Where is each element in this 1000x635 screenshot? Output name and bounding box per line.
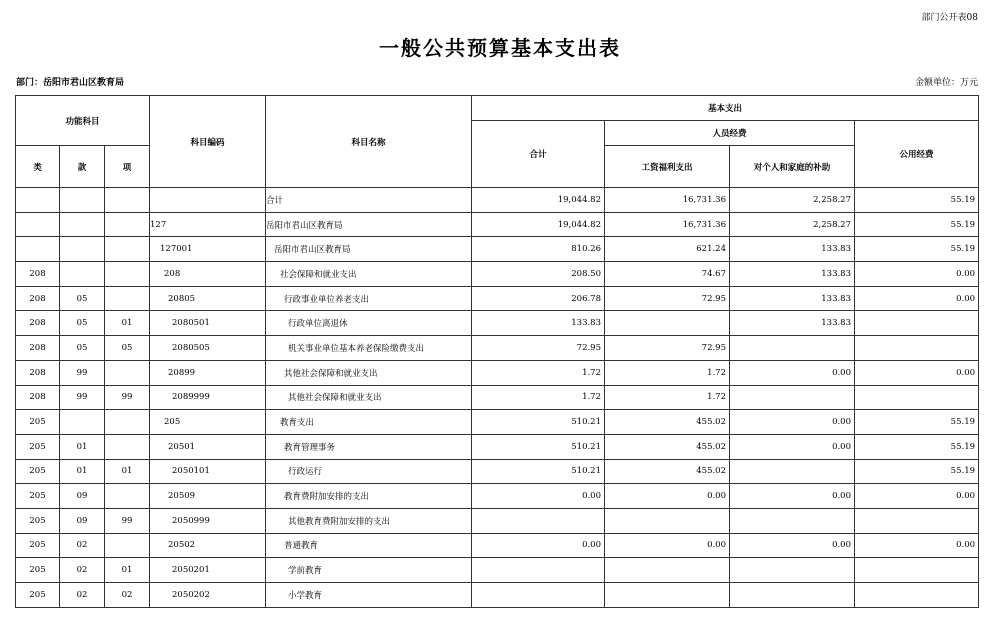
cell-xiang: 99	[105, 508, 150, 533]
table-row	[16, 459, 979, 484]
cell-subject-code: 2050101	[150, 459, 266, 484]
cell-xiang: 02	[105, 583, 150, 608]
cell-total: 19,044.82	[472, 188, 605, 213]
table-row	[16, 533, 979, 558]
cell-lei: 208	[16, 360, 60, 385]
cell-lei: 205	[16, 508, 60, 533]
cell-total: 1.72	[472, 360, 605, 385]
cell-wages: 1.72	[605, 360, 730, 385]
cell-subject-name: 其他社会保障和就业支出	[266, 385, 472, 410]
cell-total: 0.00	[472, 484, 605, 509]
cell-total	[472, 558, 605, 583]
cell-subsidies: 0.00	[730, 484, 855, 509]
header-total: 合计	[472, 121, 605, 188]
cell-subsidies	[730, 508, 855, 533]
cell-subject-name: 机关事业单位基本养老保险缴费支出	[266, 336, 472, 361]
cell-subject-code: 2080505	[150, 336, 266, 361]
table-row	[16, 336, 979, 361]
cell-lei: 205	[16, 558, 60, 583]
cell-kuan: 02	[60, 583, 105, 608]
cell-public: 0.00	[855, 262, 979, 287]
page-title: 一般公共预算基本支出表	[379, 36, 621, 60]
cell-public	[855, 385, 979, 410]
cell-public	[855, 311, 979, 336]
cell-subject-name: 普通教育	[266, 533, 472, 558]
cell-wages	[605, 558, 730, 583]
table-row	[16, 262, 979, 287]
table-row	[16, 434, 979, 459]
cell-total: 1.72	[472, 385, 605, 410]
cell-subsidies: 0.00	[730, 410, 855, 435]
cell-kuan: 09	[60, 508, 105, 533]
table-row	[16, 558, 979, 583]
cell-kuan: 02	[60, 558, 105, 583]
cell-kuan: 01	[60, 434, 105, 459]
cell-subject-name: 行政事业单位养老支出	[266, 286, 472, 311]
cell-public: 0.00	[855, 360, 979, 385]
cell-subject-code: 20805	[150, 286, 266, 311]
cell-kuan: 02	[60, 533, 105, 558]
cell-lei: 208	[16, 262, 60, 287]
cell-lei: 205	[16, 484, 60, 509]
cell-total: 510.21	[472, 434, 605, 459]
table-row	[16, 311, 979, 336]
cell-lei: 205	[16, 459, 60, 484]
cell-kuan	[60, 237, 105, 262]
cell-lei	[16, 237, 60, 262]
cell-subsidies	[730, 336, 855, 361]
cell-wages: 455.02	[605, 459, 730, 484]
cell-subject-code	[150, 188, 266, 213]
cell-subject-code: 20501	[150, 434, 266, 459]
cell-xiang: 01	[105, 311, 150, 336]
cell-subject-name: 行政运行	[266, 459, 472, 484]
cell-total	[472, 583, 605, 608]
cell-public	[855, 508, 979, 533]
header-public: 公用经费	[855, 121, 979, 188]
cell-lei: 208	[16, 336, 60, 361]
cell-subject-name: 其他教育费附加安排的支出	[266, 508, 472, 533]
cell-wages: 16,731.36	[605, 188, 730, 213]
cell-lei: 208	[16, 286, 60, 311]
cell-subject-code: 20502	[150, 533, 266, 558]
cell-public: 55.19	[855, 434, 979, 459]
cell-total: 72.95	[472, 336, 605, 361]
cell-wages	[605, 583, 730, 608]
cell-subject-name: 教育管理事务	[266, 434, 472, 459]
cell-public: 55.19	[855, 459, 979, 484]
header-personnel: 人员经费	[605, 121, 855, 146]
cell-lei: 205	[16, 434, 60, 459]
cell-lei: 205	[16, 583, 60, 608]
table-row	[16, 484, 979, 509]
cell-subsidies	[730, 558, 855, 583]
header-subject-name: 科目名称	[266, 96, 472, 188]
table-row	[16, 286, 979, 311]
header-subsidies: 对个人和家庭的补助	[730, 146, 855, 188]
cell-xiang	[105, 237, 150, 262]
header-basic-expenditure: 基本支出	[472, 96, 979, 121]
cell-xiang: 05	[105, 336, 150, 361]
cell-wages: 1.72	[605, 385, 730, 410]
cell-subject-code: 208	[150, 262, 266, 287]
cell-xiang	[105, 212, 150, 237]
cell-subject-name: 小学教育	[266, 583, 472, 608]
cell-lei	[16, 188, 60, 213]
cell-kuan: 05	[60, 311, 105, 336]
cell-xiang	[105, 188, 150, 213]
cell-xiang: 01	[105, 459, 150, 484]
cell-public: 0.00	[855, 484, 979, 509]
cell-kuan	[60, 410, 105, 435]
cell-public	[855, 336, 979, 361]
cell-subsidies: 0.00	[730, 434, 855, 459]
cell-subsidies: 2,258.27	[730, 188, 855, 213]
cell-public: 55.19	[855, 212, 979, 237]
cell-wages: 621.24	[605, 237, 730, 262]
cell-xiang	[105, 262, 150, 287]
cell-subject-name: 其他社会保障和就业支出	[266, 360, 472, 385]
table-row	[16, 508, 979, 533]
cell-subject-code: 2080501	[150, 311, 266, 336]
table-row	[16, 385, 979, 410]
cell-total: 208.50	[472, 262, 605, 287]
cell-xiang: 01	[105, 558, 150, 583]
cell-public: 55.19	[855, 410, 979, 435]
cell-subsidies: 133.83	[730, 286, 855, 311]
cell-kuan: 09	[60, 484, 105, 509]
cell-subject-code: 2050201	[150, 558, 266, 583]
cell-subject-code: 2050202	[150, 583, 266, 608]
cell-xiang	[105, 484, 150, 509]
header-xiang: 项	[105, 146, 150, 188]
cell-subject-name: 行政单位离退休	[266, 311, 472, 336]
cell-xiang	[105, 434, 150, 459]
header-wages: 工资福利支出	[605, 146, 730, 188]
header-lei: 类	[16, 146, 60, 188]
table-row	[16, 212, 979, 237]
cell-kuan: 01	[60, 459, 105, 484]
cell-xiang	[105, 533, 150, 558]
cell-total: 133.83	[472, 311, 605, 336]
cell-subsidies	[730, 385, 855, 410]
cell-kuan: 99	[60, 360, 105, 385]
cell-wages: 455.02	[605, 410, 730, 435]
cell-lei	[16, 212, 60, 237]
unit-label: 金额单位：万元	[914, 78, 978, 88]
cell-total: 19,044.82	[472, 212, 605, 237]
cell-total: 510.21	[472, 459, 605, 484]
department-label: 部门：岳阳市君山区教育局	[16, 78, 125, 88]
cell-public: 0.00	[855, 286, 979, 311]
cell-subject-code: 2089999	[150, 385, 266, 410]
cell-lei: 205	[16, 533, 60, 558]
cell-subsidies: 0.00	[730, 533, 855, 558]
cell-lei: 208	[16, 311, 60, 336]
cell-subject-name: 岳阳市君山区教育局	[266, 212, 472, 237]
cell-wages: 72.95	[605, 286, 730, 311]
cell-subject-name: 教育费附加安排的支出	[266, 484, 472, 509]
cell-public: 55.19	[855, 188, 979, 213]
table-row	[16, 410, 979, 435]
cell-kuan: 05	[60, 286, 105, 311]
cell-subject-name: 岳阳市君山区教育局	[266, 237, 472, 262]
cell-wages	[605, 311, 730, 336]
cell-kuan: 99	[60, 385, 105, 410]
cell-kuan: 05	[60, 336, 105, 361]
cell-subject-code: 20509	[150, 484, 266, 509]
cell-wages: 0.00	[605, 533, 730, 558]
cell-subject-code: 127	[150, 212, 266, 237]
cell-lei: 205	[16, 410, 60, 435]
cell-xiang: 99	[105, 385, 150, 410]
cell-wages: 455.02	[605, 434, 730, 459]
cell-subsidies: 133.83	[730, 262, 855, 287]
cell-subsidies: 133.83	[730, 237, 855, 262]
table-row	[16, 188, 979, 213]
table-row	[16, 237, 979, 262]
table-row	[16, 583, 979, 608]
header-function-subject: 功能科目	[16, 96, 150, 146]
cell-subject-code: 2050999	[150, 508, 266, 533]
cell-kuan	[60, 262, 105, 287]
header-kuan: 款	[60, 146, 105, 188]
cell-subject-code: 205	[150, 410, 266, 435]
cell-public: 55.19	[855, 237, 979, 262]
table-row	[16, 360, 979, 385]
cell-total: 0.00	[472, 533, 605, 558]
cell-wages: 16,731.36	[605, 212, 730, 237]
cell-xiang	[105, 286, 150, 311]
cell-subsidies: 133.83	[730, 311, 855, 336]
form-number: 部门公开表08	[921, 13, 978, 23]
cell-wages: 72.95	[605, 336, 730, 361]
cell-wages: 74.67	[605, 262, 730, 287]
cell-subject-name: 合计	[266, 188, 472, 213]
cell-subject-name: 教育支出	[266, 410, 472, 435]
cell-kuan	[60, 188, 105, 213]
cell-public	[855, 558, 979, 583]
cell-total	[472, 508, 605, 533]
cell-subject-code: 20899	[150, 360, 266, 385]
cell-total: 810.26	[472, 237, 605, 262]
budget-table	[15, 95, 979, 608]
cell-subject-name: 学前教育	[266, 558, 472, 583]
cell-subsidies: 2,258.27	[730, 212, 855, 237]
cell-public: 0.00	[855, 533, 979, 558]
cell-total: 510.21	[472, 410, 605, 435]
cell-total: 206.78	[472, 286, 605, 311]
cell-subject-name: 社会保障和就业支出	[266, 262, 472, 287]
header-subject-code: 科目编码	[150, 96, 266, 188]
cell-xiang	[105, 410, 150, 435]
cell-subsidies	[730, 583, 855, 608]
cell-subject-code: 127001	[150, 237, 266, 262]
cell-wages: 0.00	[605, 484, 730, 509]
cell-xiang	[105, 360, 150, 385]
cell-subsidies: 0.00	[730, 360, 855, 385]
cell-subsidies	[730, 459, 855, 484]
cell-kuan	[60, 212, 105, 237]
cell-public	[855, 583, 979, 608]
cell-lei: 208	[16, 385, 60, 410]
cell-wages	[605, 508, 730, 533]
